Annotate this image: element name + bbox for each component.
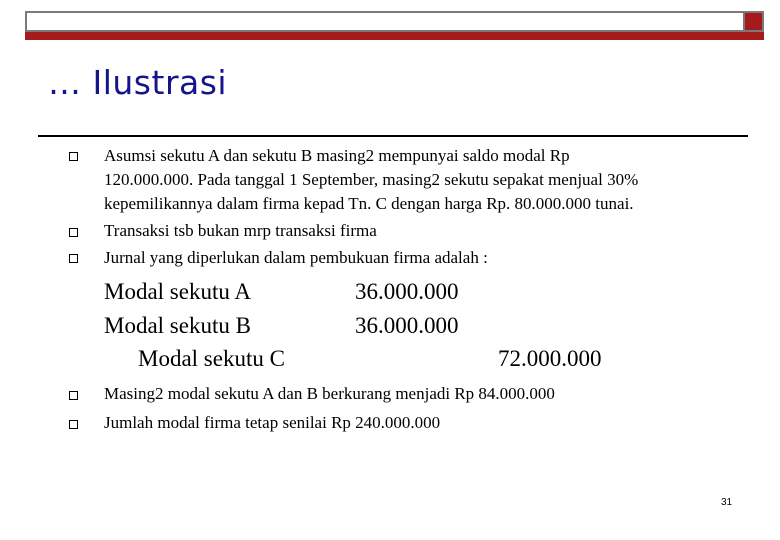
journal-account-2: Modal sekutu B	[104, 313, 251, 338]
bullet-1-line-2: 120.000.000. Pada tanggal 1 September, masing2 sekutu sepakat menjual 30%	[104, 170, 639, 189]
header-bar-red	[25, 32, 764, 40]
bullet-1-line-3: kepemilikannya dalam firma kepad Tn. C dengan harga Rp. 80.000.000 tunai.	[104, 194, 634, 213]
bullet-square-icon	[69, 152, 78, 161]
bullet-1-line-1: Asumsi sekutu A dan sekutu B masing2 mempunyai saldo modal Rp	[104, 146, 570, 165]
bullet-square-icon	[69, 254, 78, 263]
page-number: 31	[721, 497, 733, 508]
title-divider	[38, 135, 748, 137]
bullet-4-text: Masing2 modal sekutu A dan B berkurang menjadi Rp 84.000.000	[104, 384, 555, 403]
bullet-square-icon	[69, 228, 78, 237]
header-bar-outline	[25, 11, 764, 32]
bullet-5-text: Jumlah modal firma tetap senilai Rp 240.000.000	[104, 413, 441, 432]
journal-credit-3: 72.000.000	[498, 346, 602, 371]
bullet-3-text: Jurnal yang diperlukan dalam pembukuan firma adalah :	[104, 248, 488, 267]
bullet-square-icon	[69, 391, 78, 400]
bullet-square-icon	[69, 420, 78, 429]
journal-account-1: Modal sekutu A	[104, 279, 251, 304]
bullet-2-text: Transaksi tsb bukan mrp transaksi firma	[104, 221, 377, 240]
journal-account-3: Modal sekutu C	[138, 346, 285, 371]
journal-debit-2: 36.000.000	[355, 313, 459, 338]
header-corner-square	[743, 11, 764, 32]
slide-title: … Ilustrasi	[48, 63, 228, 102]
journal-debit-1: 36.000.000	[355, 279, 459, 304]
